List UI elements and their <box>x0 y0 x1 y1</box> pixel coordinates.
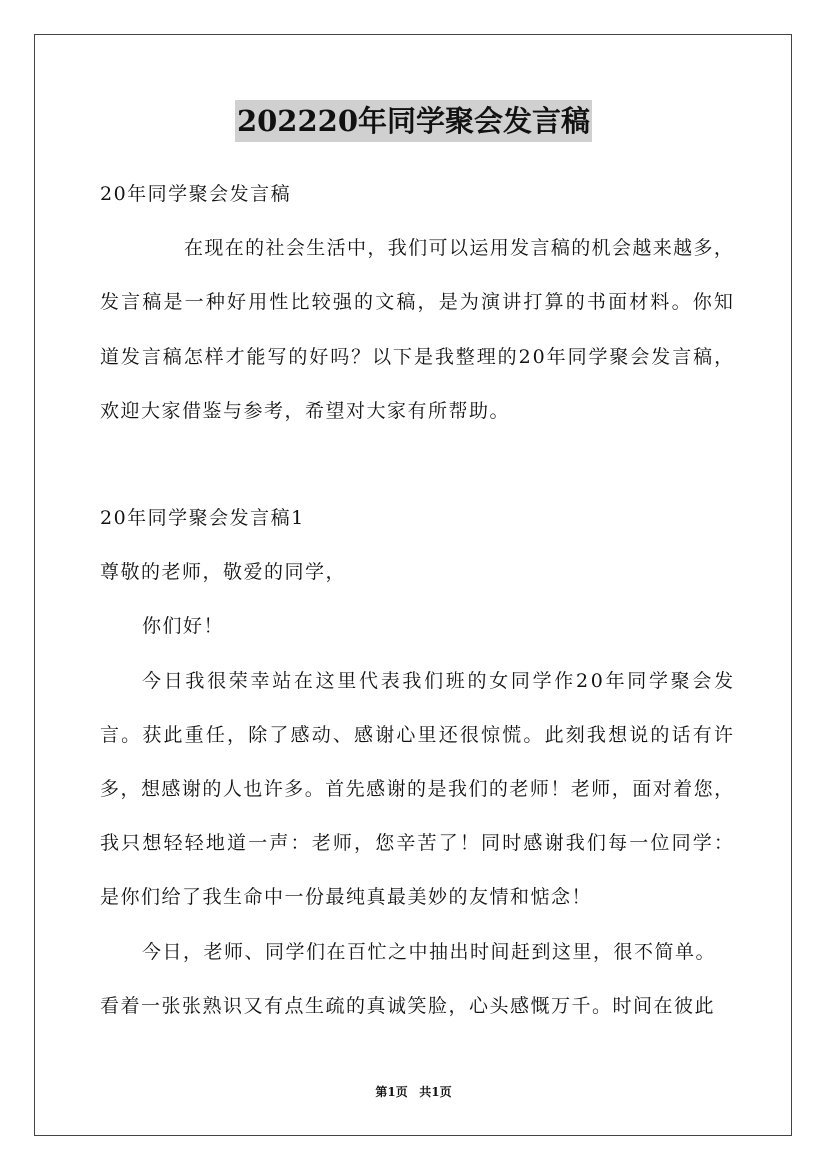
paragraph-line: 多，想感谢的人也许多。首先感谢的是我们的老师！老师，面对着您， <box>100 778 735 800</box>
paragraph-line: 言。获此重任，除了感动、感谢心里还很惊慌。此刻我想说的话有许 <box>100 724 736 746</box>
paragraph-line: 我只想轻轻地道一声：老师，您辛苦了！同时感谢我们每一位同学： <box>100 832 736 854</box>
subheading: 20年同学聚会发言稿 <box>100 183 292 205</box>
greeting: 你们好！ <box>142 615 225 637</box>
salutation: 尊敬的老师，敬爱的同学， <box>100 561 347 583</box>
document-title: 202220年同学聚会发言稿 <box>235 100 592 142</box>
paragraph-line: 道发言稿怎样才能写的好吗？以下是我整理的20年同学聚会发言稿， <box>100 346 736 368</box>
page-number: 第1页 <box>375 1085 408 1099</box>
title-wrap <box>0 100 827 142</box>
paragraph-line: 今日我很荣幸站在这里代表我们班的女同学作20年同学聚会发 <box>142 670 736 692</box>
page-total: 共1页 <box>419 1085 452 1099</box>
paragraph-line: 发言稿是一种好用性比较强的文稿，是为演讲打算的书面材料。你知 <box>100 291 736 313</box>
section-heading: 20年同学聚会发言稿1 <box>100 507 305 529</box>
paragraph-line: 在现在的社会生活中，我们可以运用发言稿的机会越来越多， <box>184 237 735 259</box>
paragraph-line: 看着一张张熟识又有点生疏的真诚笑脸，心头感慨万千。时间在彼此 <box>100 995 716 1017</box>
paragraph-line: 欢迎大家借鉴与参考，希望对大家有所帮助。 <box>100 400 511 422</box>
paragraph-line: 今日，老师、同学们在百忙之中抽出时间赶到这里，很不简单。 <box>142 941 717 963</box>
page-footer <box>0 1084 827 1100</box>
paragraph-line: 是你们给了我生命中一份最纯真最美妙的友情和惦念！ <box>100 886 593 908</box>
